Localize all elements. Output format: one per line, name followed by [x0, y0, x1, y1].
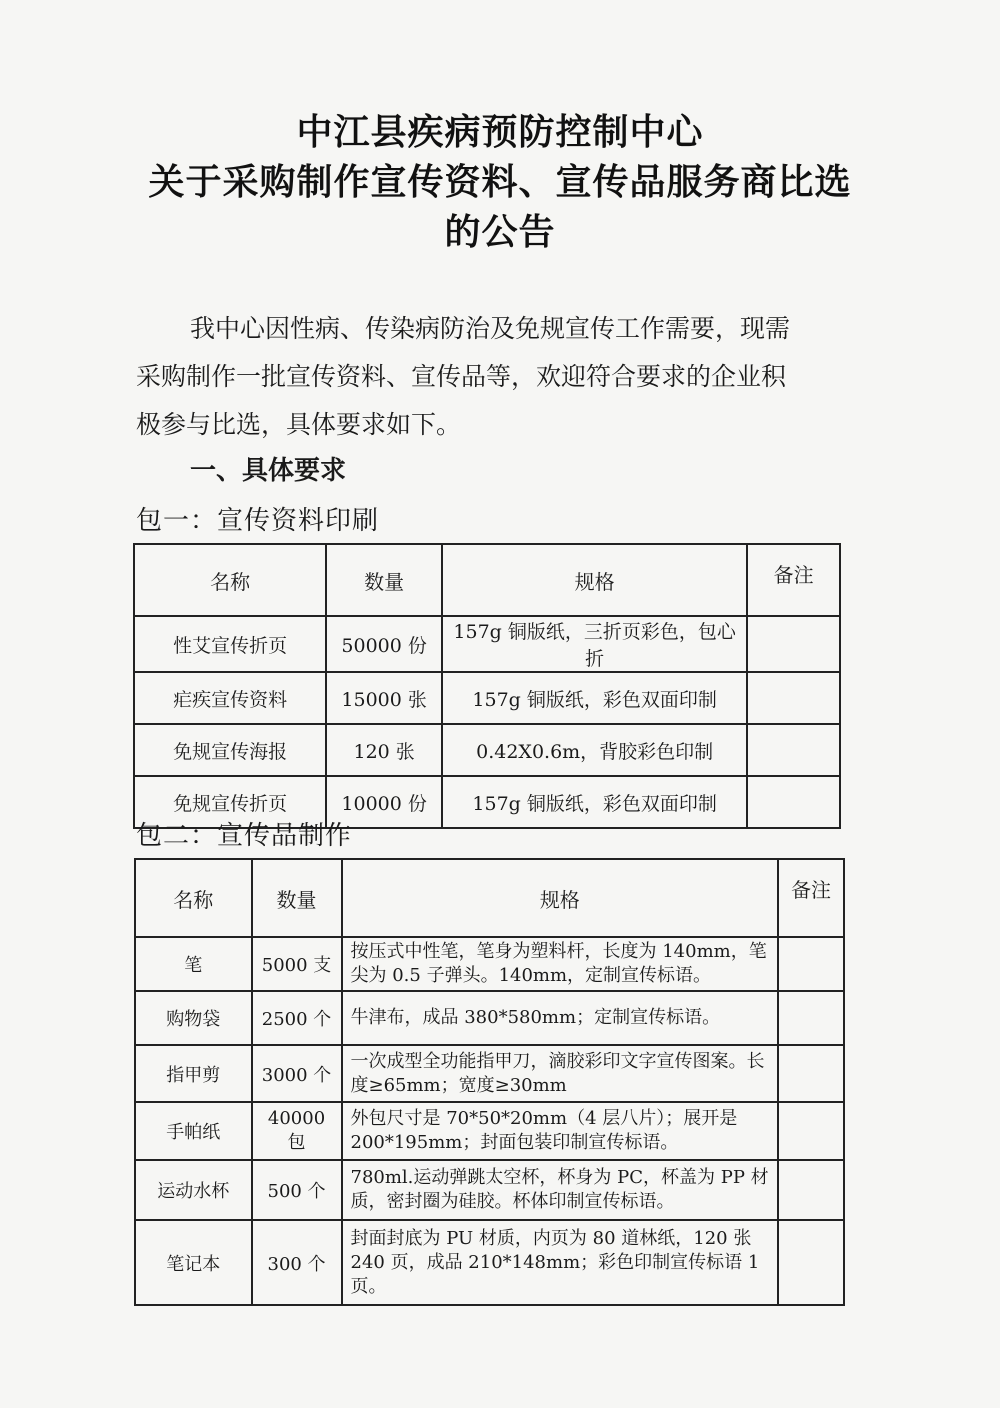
intro-line-3: 极参与比选，具体要求如下。	[136, 410, 462, 439]
table-row	[135, 1160, 844, 1220]
cell-note	[747, 724, 840, 776]
intro-line-2: 采购制作一批宣传资料、宣传品等，欢迎符合要求的企业积	[136, 362, 787, 391]
intro-line-1: 我中心因性病、传染病防治及免规宣传工作需要，现需	[190, 314, 791, 343]
title-line-1: 中江县疾病预防控制中心	[296, 111, 704, 153]
header-qty: 数量	[326, 544, 442, 616]
cell-spec: 780ml.运动弹跳太空杯，杯身为 PC，杯盖为 PP 材质，密封圈为硅胶。杯体印制宣传标语。	[342, 1160, 779, 1220]
cell-spec: 157g 铜版纸，三折页彩色，包心折	[442, 616, 747, 672]
cell-name: 性艾宣传折页	[134, 616, 326, 672]
table-header-row	[134, 544, 840, 616]
cell-spec: 外包尺寸是 70*50*20mm（4 层八片）；展开是 200*195mm；封面包装印制宣传标语。	[342, 1102, 779, 1160]
intro-paragraph	[136, 305, 846, 449]
cell-spec: 0.42X0.6m，背胶彩色印制	[442, 724, 747, 776]
cell-name: 笔	[135, 937, 252, 991]
table-row	[134, 724, 840, 776]
header-note: 备注	[747, 544, 840, 616]
cell-name: 指甲剪	[135, 1045, 252, 1102]
cell-name: 运动水杯	[135, 1160, 252, 1220]
section-heading: 一、具体要求	[190, 456, 347, 486]
cell-spec: 一次成型全功能指甲刀，滴胶彩印文字宣传图案。长度≥65mm；宽度≥30mm	[342, 1045, 779, 1102]
cell-name: 免规宣传折页	[134, 776, 326, 828]
header-qty: 数量	[252, 859, 342, 937]
table-row	[135, 937, 844, 991]
cell-name: 购物袋	[135, 991, 252, 1045]
table-row	[135, 991, 844, 1045]
title-line-3: 的公告	[444, 211, 556, 253]
cell-qty: 3000 个	[252, 1045, 342, 1102]
cell-note	[778, 991, 844, 1045]
header-name: 名称	[134, 544, 326, 616]
cell-spec: 牛津布，成品 380*580mm；定制宣传标语。	[342, 991, 779, 1045]
cell-qty: 5000 支	[252, 937, 342, 991]
cell-qty: 300 个	[252, 1220, 342, 1305]
package2-table	[134, 858, 845, 1306]
cell-note	[778, 1045, 844, 1102]
table-row	[135, 1102, 844, 1160]
cell-note	[747, 672, 840, 724]
cell-note	[747, 616, 840, 672]
header-spec: 规格	[442, 544, 747, 616]
table-row	[135, 1220, 844, 1305]
package1-table	[133, 543, 841, 829]
cell-qty: 50000 份	[326, 616, 442, 672]
cell-qty: 2500 个	[252, 991, 342, 1045]
title-line-2: 关于采购制作宣传资料、宣传品服务商比选	[148, 161, 852, 203]
cell-spec: 157g 铜版纸，彩色双面印制	[442, 672, 747, 724]
header-spec: 规格	[342, 859, 779, 937]
cell-qty: 500 个	[252, 1160, 342, 1220]
package1-heading: 包一：宣传资料印刷	[136, 506, 380, 536]
package2-heading: 包二：宣传品制作	[136, 821, 353, 851]
cell-name: 免规宣传海报	[134, 724, 326, 776]
cell-note	[747, 776, 840, 828]
table-row	[134, 672, 840, 724]
cell-note	[778, 1160, 844, 1220]
table-row	[135, 1045, 844, 1102]
cell-note	[778, 1102, 844, 1160]
cell-qty: 10000 份	[326, 776, 442, 828]
header-name: 名称	[135, 859, 252, 937]
cell-spec: 157g 铜版纸，彩色双面印制	[442, 776, 747, 828]
cell-name: 笔记本	[135, 1220, 252, 1305]
cell-qty: 15000 张	[326, 672, 442, 724]
table-header-row	[135, 859, 844, 937]
cell-spec: 按压式中性笔，笔身为塑料杆，长度为 140mm，笔尖为 0.5 子弹头。140mm，定制宣传标语。	[342, 937, 779, 991]
cell-name: 疟疾宣传资料	[134, 672, 326, 724]
cell-note	[778, 1220, 844, 1305]
cell-name: 手帕纸	[135, 1102, 252, 1160]
header-note: 备注	[778, 859, 844, 937]
cell-spec: 封面封底为 PU 材质，内页为 80 道林纸，120 张 240 页，成品 210*148mm；彩色印制宣传标语 1 页。	[342, 1220, 779, 1305]
table-row	[134, 616, 840, 672]
cell-qty: 40000 包	[252, 1102, 342, 1160]
cell-note	[778, 937, 844, 991]
cell-qty: 120 张	[326, 724, 442, 776]
